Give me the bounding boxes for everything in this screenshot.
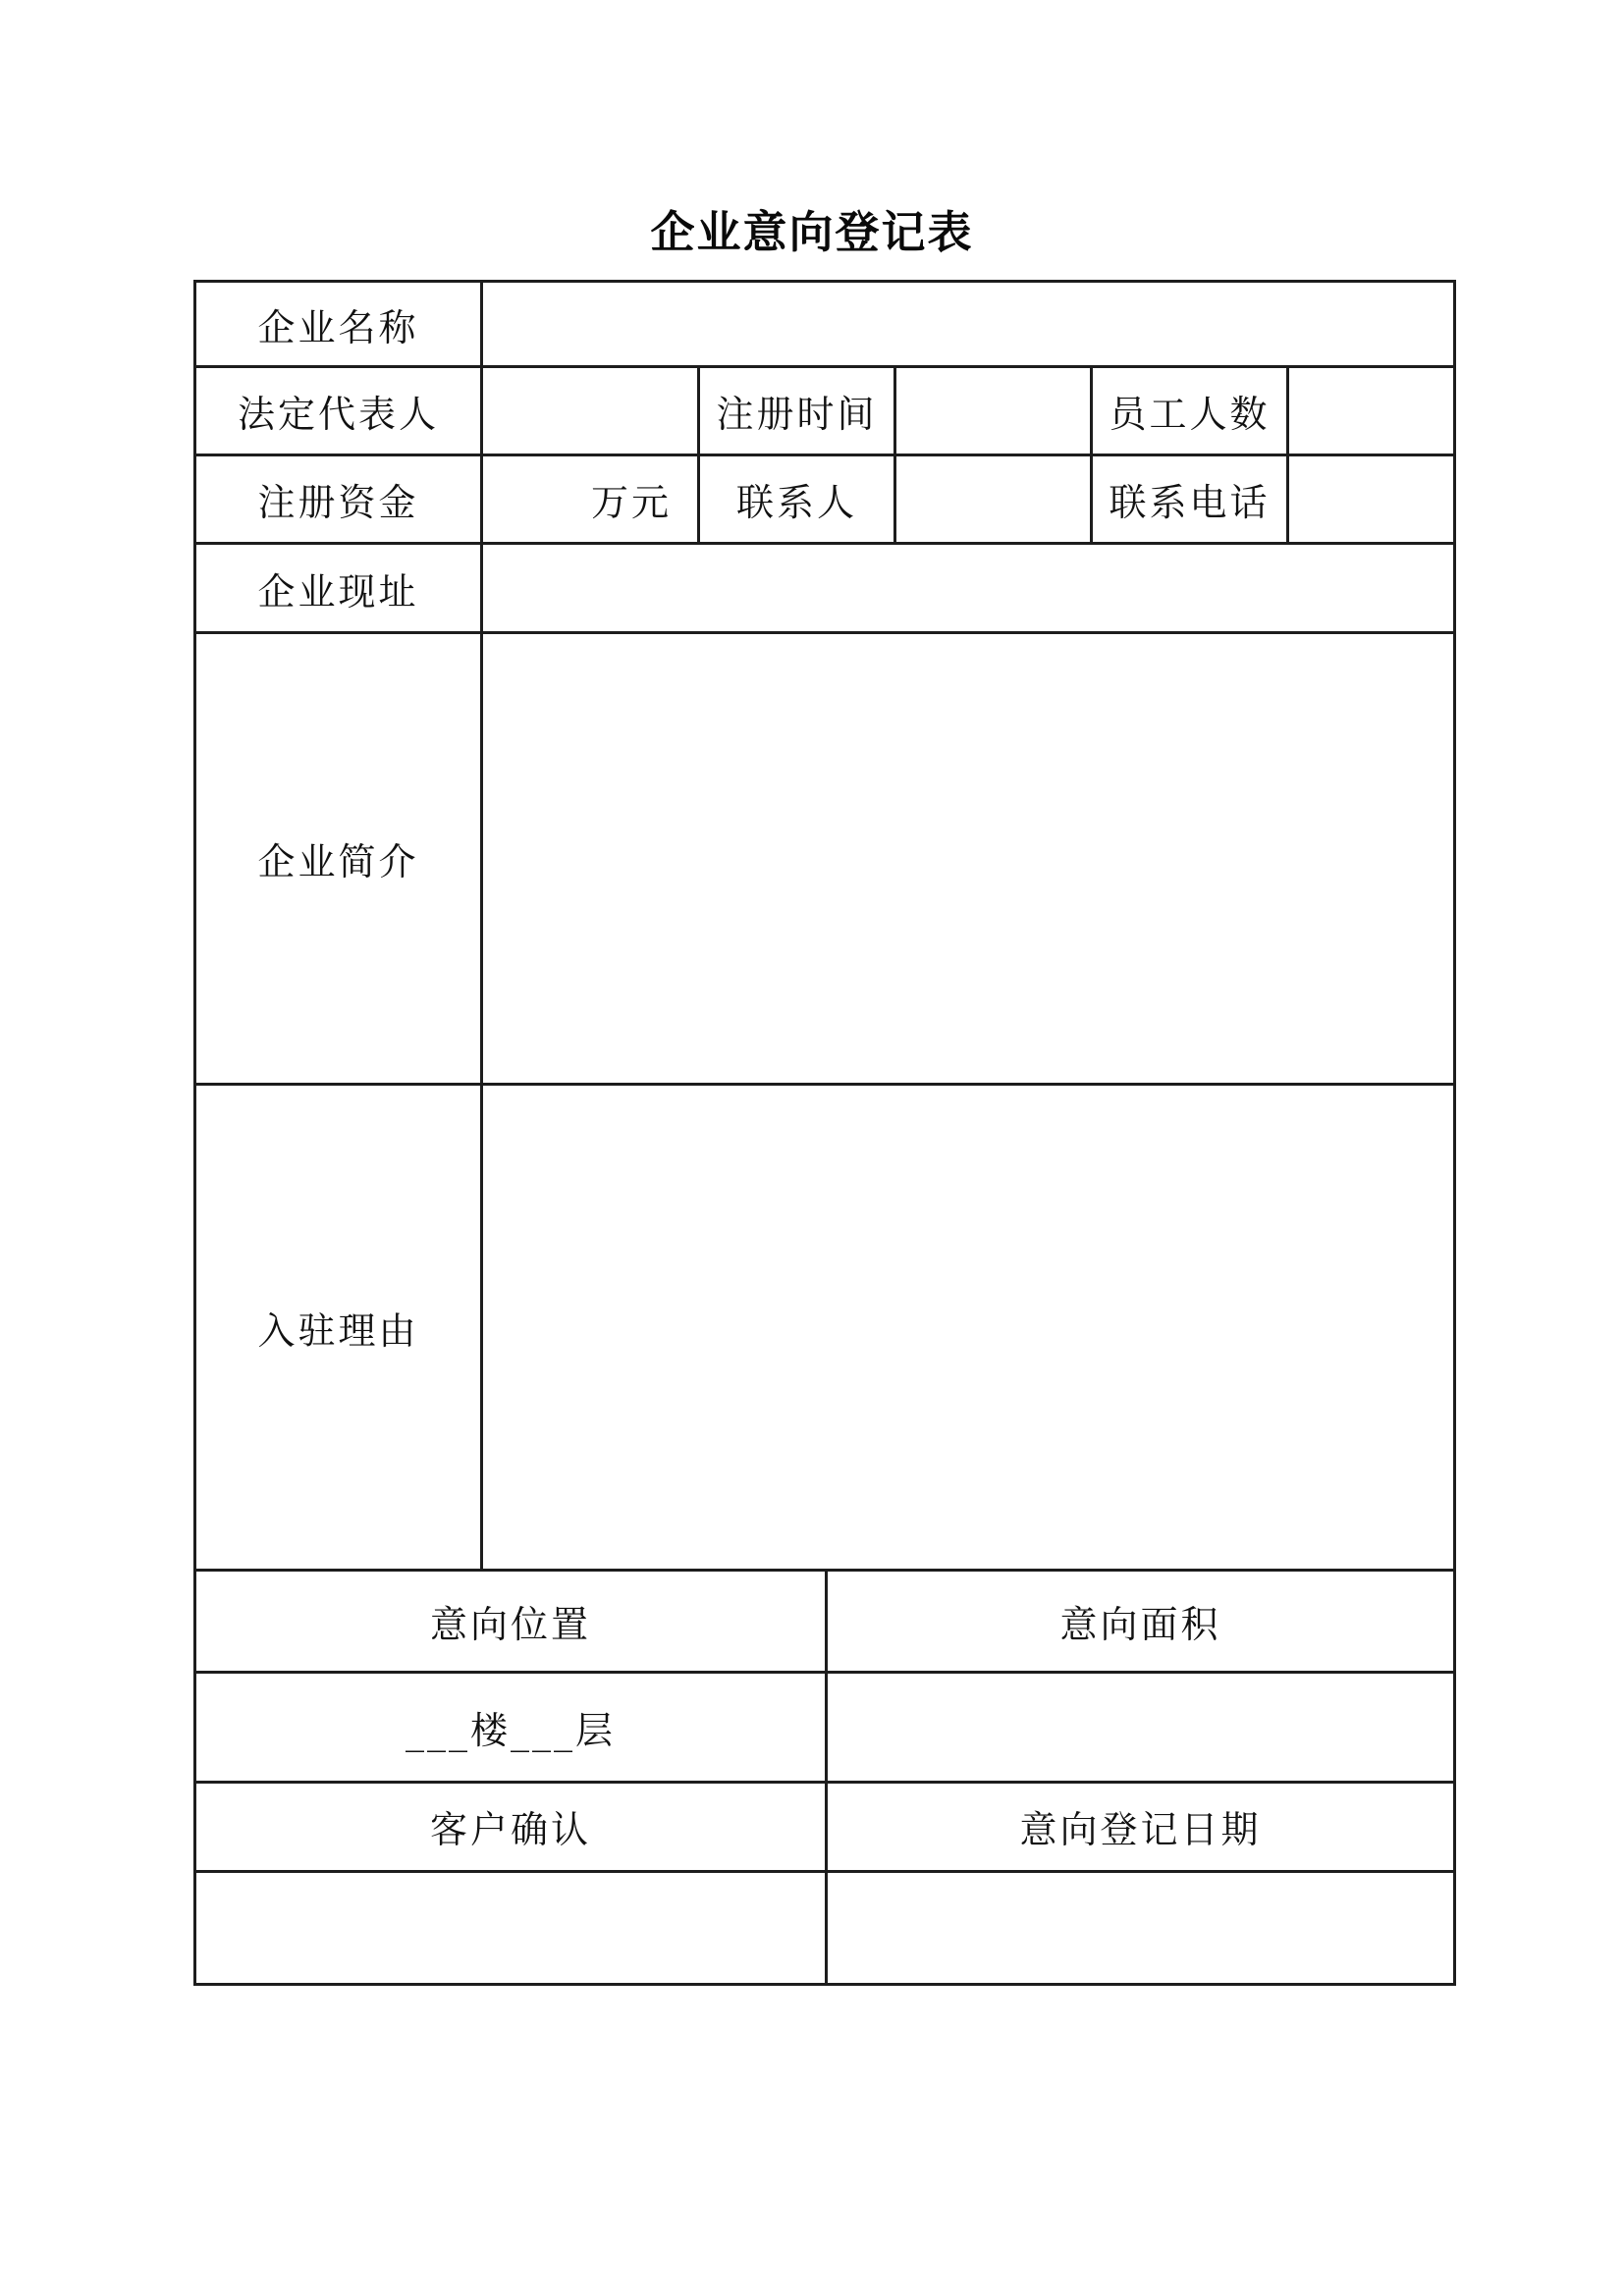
intention-section-table [193,1572,1456,1986]
company-profile-value-cell[interactable] [482,633,1455,1085]
company-name-value-cell[interactable] [482,282,1455,367]
move-in-reason-value-cell[interactable] [482,1085,1455,1571]
registration-time-label: 注册时间 [699,367,895,455]
intended-area-value-cell[interactable] [827,1672,1455,1782]
intended-location-label: 意向位置 [195,1572,827,1672]
current-address-label: 企业现址 [195,544,482,633]
legal-representative-label: 法定代表人 [195,367,482,455]
row-company-profile [195,633,1455,1085]
registration-form-table [193,280,1453,1986]
contact-person-value-cell[interactable] [895,455,1092,544]
registration-time-value-cell[interactable] [895,367,1092,455]
company-name-label: 企业名称 [195,282,482,367]
employee-count-label: 员工人数 [1092,367,1288,455]
current-address-value-cell[interactable] [482,544,1455,633]
row-move-in-reason [195,1085,1455,1571]
contact-person-label: 联系人 [699,455,895,544]
row-current-address [195,544,1455,633]
registration-date-label: 意向登记日期 [827,1782,1455,1871]
row-confirmation-headers [195,1782,1455,1871]
intended-area-label: 意向面积 [827,1572,1455,1672]
company-profile-label: 企业简介 [195,633,482,1085]
employee-count-value-cell[interactable] [1288,367,1455,455]
contact-phone-value-cell[interactable] [1288,455,1455,544]
customer-confirmation-value-cell[interactable] [195,1871,827,1984]
customer-confirmation-label: 客户确认 [195,1782,827,1871]
company-info-table [193,280,1456,1572]
move-in-reason-label: 入驻理由 [195,1085,482,1571]
registered-capital-value-cell[interactable] [482,455,699,544]
row-company-name [195,282,1455,367]
legal-representative-value-cell[interactable] [482,367,699,455]
registration-date-value-cell[interactable] [827,1871,1455,1984]
contact-phone-label: 联系电话 [1092,455,1288,544]
row-intention-values [195,1672,1455,1782]
registered-capital-unit-label: 万元 [590,481,672,524]
row-registered-capital [195,455,1455,544]
registered-capital-label: 注册资金 [195,455,482,544]
row-intention-headers [195,1572,1455,1672]
row-confirmation-values [195,1871,1455,1984]
intended-location-fill-line[interactable]: ___楼___层 [195,1672,827,1782]
row-legal-representative [195,367,1455,455]
page-title: 企业意向登记表 [650,206,974,258]
